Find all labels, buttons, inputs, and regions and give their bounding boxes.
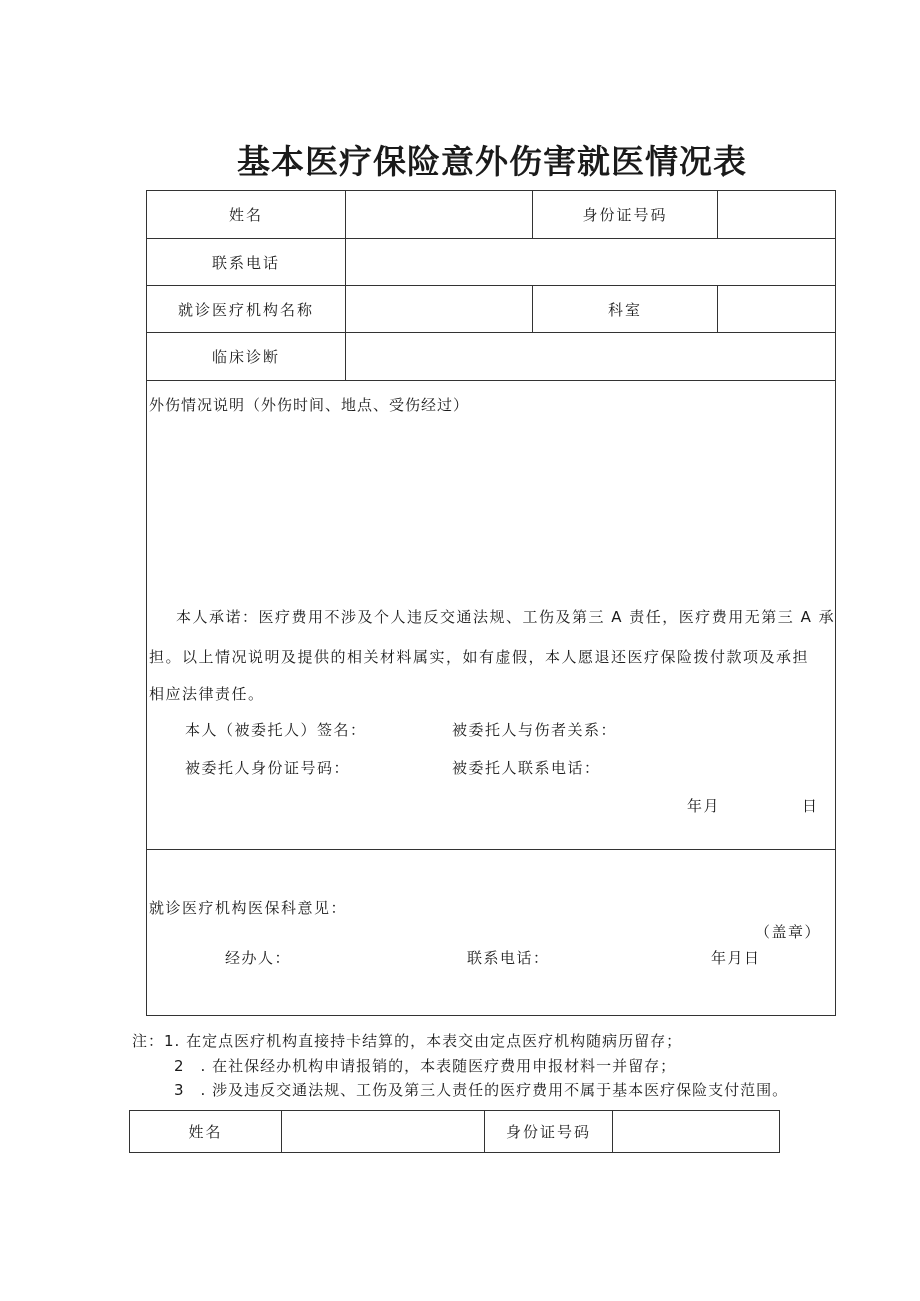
hospital-field[interactable]	[346, 286, 532, 332]
agent-phone-label: 被委托人联系电话：	[452, 759, 601, 777]
note-line-2: 2 . 在社保经办机构申请报销的，本表随医疗费用申报材料一并留存；	[174, 1057, 677, 1075]
id-number-field[interactable]	[613, 1111, 779, 1152]
handler-label: 经办人：	[225, 949, 292, 967]
department-field[interactable]	[718, 286, 836, 332]
relation-label: 被委托人与伤者关系：	[452, 721, 618, 739]
promise-line-3: 相应法律责任。	[149, 685, 265, 703]
agent-id-label: 被委托人身份证号码：	[185, 759, 351, 777]
id-number-label: 身份证号码	[582, 206, 668, 224]
note-line-3: 3 . 涉及违反交通法规、工伤及第三人责任的医疗费用不属于基本医疗保险支付范围。	[174, 1081, 789, 1099]
signature-label: 本人（被委托人）签名：	[185, 721, 367, 739]
contact-phone-label: 联系电话：	[467, 949, 550, 967]
phone-label: 联系电话	[211, 253, 280, 272]
id-number-label: 身份证号码	[505, 1123, 591, 1141]
date-day: 日	[802, 797, 819, 815]
page-title: 基本医疗保险意外伤害就医情况表	[237, 142, 747, 181]
hospital-label: 就诊医疗机构名称	[177, 300, 314, 319]
stamp-label: （盖章）	[755, 923, 822, 941]
row-divider	[147, 380, 835, 381]
secondary-table	[129, 1110, 780, 1153]
phone-field[interactable]	[346, 239, 836, 285]
name-field[interactable]	[346, 191, 532, 238]
date-year-month: 年月	[687, 797, 721, 815]
injury-description-label: 外伤情况说明（外伤时间、地点、受伤经过）	[149, 396, 470, 414]
row-divider	[147, 849, 835, 850]
injury-description-field[interactable]	[147, 421, 836, 591]
name-label: 姓名	[228, 206, 263, 224]
injury-form	[146, 190, 836, 1016]
hospital-opinion-label: 就诊医疗机构医保科意见：	[149, 899, 348, 917]
note-line-1: 注：1. 在定点医疗机构直接持卡结算的，本表交由定点医疗机构随病历留存；	[132, 1032, 683, 1050]
name-label: 姓名	[188, 1123, 223, 1141]
name-field[interactable]	[282, 1111, 484, 1152]
promise-line-2: 担。以上情况说明及提供的相关材料属实，如有虚假，本人愿退还医疗保险拨付款项及承担	[149, 648, 810, 666]
opinion-date: 年月日	[711, 949, 761, 967]
diagnosis-field[interactable]	[346, 333, 836, 380]
id-number-field[interactable]	[718, 191, 836, 238]
diagnosis-label: 临床诊断	[211, 348, 280, 366]
department-label: 科室	[607, 300, 642, 319]
promise-line-1: 本人承诺：医疗费用不涉及个人违反交通法规、工伤及第三 A 责任，医疗费用无第三 A 承	[176, 608, 836, 626]
